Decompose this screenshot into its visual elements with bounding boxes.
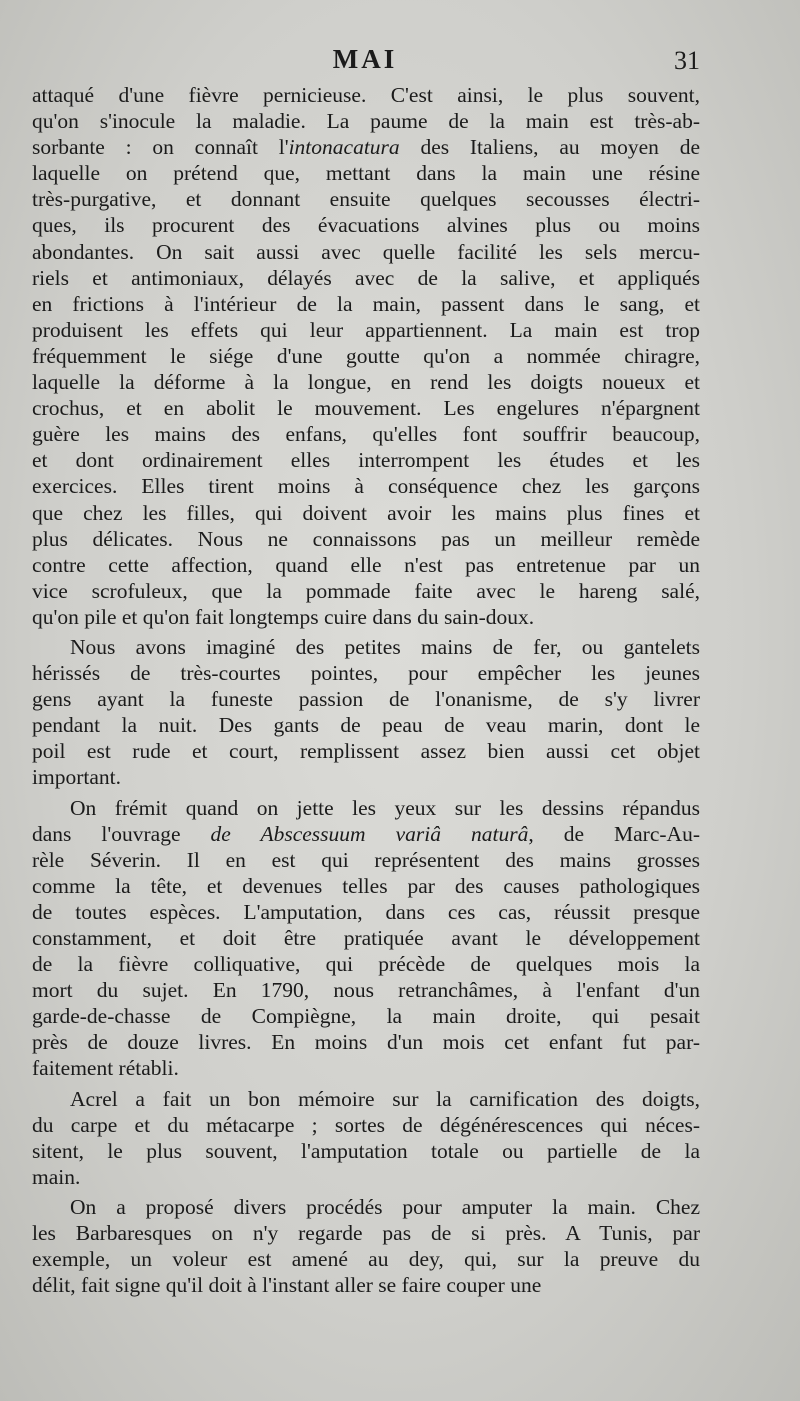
text-line	[32, 977, 700, 1003]
paragraph	[32, 795, 700, 1082]
text-segment: gens ayant la funeste passion de l'onanisme, de s'y livrer	[32, 687, 700, 712]
text-segment: en frictions à l'intérieur de la main, passent dans le sang, et	[32, 291, 700, 316]
text-line	[32, 604, 700, 630]
text-segment: très-purgative, et donnant ensuite quelques secousses électri-	[32, 187, 700, 212]
text-segment: garde-de-chasse de Compiègne, la main droite, qui pesait	[32, 1004, 700, 1029]
text-segment: de la fièvre colliquative, qui précède de quelques mois la	[32, 952, 700, 977]
text-segment: des Italiens, au moyen de	[399, 135, 700, 160]
text-segment: exercices. Elles tirent moins à conséquence chez les garçons	[32, 474, 700, 499]
text-line	[32, 186, 700, 212]
text-segment: faitement rétabli.	[32, 1056, 179, 1081]
text-segment: On a proposé divers procédés pour amputer la main. Chez	[70, 1194, 700, 1219]
text-line	[32, 738, 700, 764]
text-segment: ques, ils procurent des évacuations alvines plus ou moins	[32, 213, 700, 238]
page-header	[30, 44, 700, 84]
text-segment: que chez les filles, qui doivent avoir les mains plus fines et	[32, 500, 700, 525]
text-line	[32, 395, 700, 421]
text-line	[32, 873, 700, 899]
text-line	[32, 369, 700, 395]
text-line	[32, 421, 700, 447]
text-segment: crochus, et en abolit le mouvement. Les engelures n'épargnent	[32, 396, 700, 421]
text-line	[32, 1029, 700, 1055]
text-segment: dans l'ouvrage	[32, 821, 211, 846]
text-line	[32, 447, 700, 473]
text-segment: rèle Séverin. Il en est qui représentent des mains grosses	[32, 847, 700, 872]
italic-text: de Abscessuum variâ naturâ	[210, 821, 529, 846]
text-segment: riels et antimoniaux, délayés avec de la salive, et appliqués	[32, 265, 700, 290]
text-line	[32, 712, 700, 738]
text-segment: main.	[32, 1164, 81, 1189]
text-segment: près de douze livres. En moins d'un mois cet enfant fut par-	[32, 1030, 700, 1055]
text-segment: attaqué d'une fièvre pernicieuse. C'est ainsi, le plus souvent,	[32, 83, 700, 107]
body-text	[32, 82, 700, 1302]
text-line	[32, 795, 700, 821]
text-segment: mort du sujet. En 1790, nous retranchâmes, à l'enfant d'un	[32, 978, 700, 1003]
text-line	[32, 821, 700, 847]
text-segment: , de Marc-Au-	[528, 821, 700, 846]
text-line	[32, 82, 700, 108]
text-line	[32, 1086, 700, 1112]
text-line	[32, 160, 700, 186]
text-segment: important.	[32, 765, 121, 790]
text-line	[32, 291, 700, 317]
text-segment: On frémit quand on jette les yeux sur les dessins répandus	[70, 795, 700, 820]
text-line	[32, 317, 700, 343]
paragraph	[32, 82, 700, 630]
paragraph	[32, 1086, 700, 1190]
text-line	[32, 343, 700, 369]
text-line	[32, 1055, 700, 1081]
text-segment: produisent les effets qui leur appartiennent. La main est trop	[32, 317, 700, 342]
text-segment: qu'on pile et qu'on fait longtemps cuire dans du sain-doux.	[32, 604, 535, 629]
italic-text: intonacatura	[288, 135, 400, 160]
text-segment: sorbante : on connaît l'	[32, 135, 289, 160]
text-line	[32, 552, 700, 578]
text-line	[32, 1003, 700, 1029]
text-segment: et dont ordinairement elles interrompent les études et les	[32, 448, 700, 473]
text-line	[32, 108, 700, 134]
text-line	[32, 500, 700, 526]
text-line	[32, 1194, 700, 1220]
text-segment: fréquemment le siége d'une goutte qu'on a nommée chiragre,	[32, 343, 700, 368]
text-line	[32, 473, 700, 499]
text-line	[32, 1272, 700, 1298]
text-line	[32, 1164, 700, 1190]
text-segment: du carpe et du métacarpe ; sortes de dégénérescences qui néces-	[32, 1112, 700, 1137]
text-line	[32, 526, 700, 552]
text-segment: exemple, un voleur est amené au dey, qui, sur la preuve du	[32, 1247, 700, 1272]
text-segment: laquelle la déforme à la longue, en rend les doigts noueux et	[32, 370, 700, 395]
text-segment: délit, fait signe qu'il doit à l'instant aller se faire couper une	[32, 1273, 542, 1298]
text-line	[32, 951, 700, 977]
text-line	[32, 764, 700, 790]
text-segment: qu'on s'inocule la maladie. La paume de la main est très-ab-	[32, 109, 700, 134]
text-line	[32, 212, 700, 238]
text-line	[32, 686, 700, 712]
running-head: MAI	[332, 44, 398, 74]
text-segment: contre cette affection, quand elle n'est pas entretenue par un	[32, 552, 700, 577]
text-segment: vice scrofuleux, que la pommade faite avec le hareng salé,	[32, 578, 700, 603]
text-segment: sitent, le plus souvent, l'amputation totale ou partielle de la	[32, 1138, 700, 1163]
text-line	[32, 1112, 700, 1138]
text-line	[32, 1220, 700, 1246]
text-segment: constamment, et doit être pratiquée avant le développement	[32, 926, 700, 950]
text-segment: hérissés de très-courtes pointes, pour empêcher les jeunes	[32, 661, 700, 686]
text-segment: plus délicates. Nous ne connaissons pas un meilleur remède	[32, 526, 700, 551]
paragraph	[32, 634, 700, 791]
text-segment: laquelle on prétend que, mettant dans la main une résine	[32, 161, 700, 186]
text-line	[32, 634, 700, 660]
text-line	[32, 134, 700, 160]
text-segment: pendant la nuit. Des gants de peau de veau marin, dont le	[32, 713, 700, 738]
text-line	[32, 1246, 700, 1272]
text-line	[32, 925, 700, 951]
paragraph	[32, 1194, 700, 1298]
text-segment: de toutes espèces. L'amputation, dans ces cas, réussit presque	[32, 899, 700, 924]
text-segment: comme la tête, et devenues telles par des causes pathologiques	[32, 873, 700, 898]
text-segment: poil est rude et court, remplissent assez bien aussi cet objet	[32, 739, 700, 764]
text-segment: les Barbaresques on n'y regarde pas de si près. A Tunis, par	[32, 1221, 700, 1246]
text-line	[32, 899, 700, 925]
text-segment: guère les mains des enfans, qu'elles font souffrir beaucoup,	[32, 422, 700, 447]
text-segment: Nous avons imaginé des petites mains de fer, ou gantelets	[70, 634, 700, 659]
text-line	[32, 239, 700, 265]
page-number: 31	[674, 46, 700, 75]
text-line	[32, 578, 700, 604]
text-line	[32, 265, 700, 291]
text-line	[32, 1138, 700, 1164]
text-line	[32, 847, 700, 873]
text-line	[32, 660, 700, 686]
text-segment: Acrel a fait un bon mémoire sur la carnification des doigts,	[70, 1086, 700, 1111]
text-segment: abondantes. On sait aussi avec quelle facilité les sels mercu-	[32, 239, 700, 264]
